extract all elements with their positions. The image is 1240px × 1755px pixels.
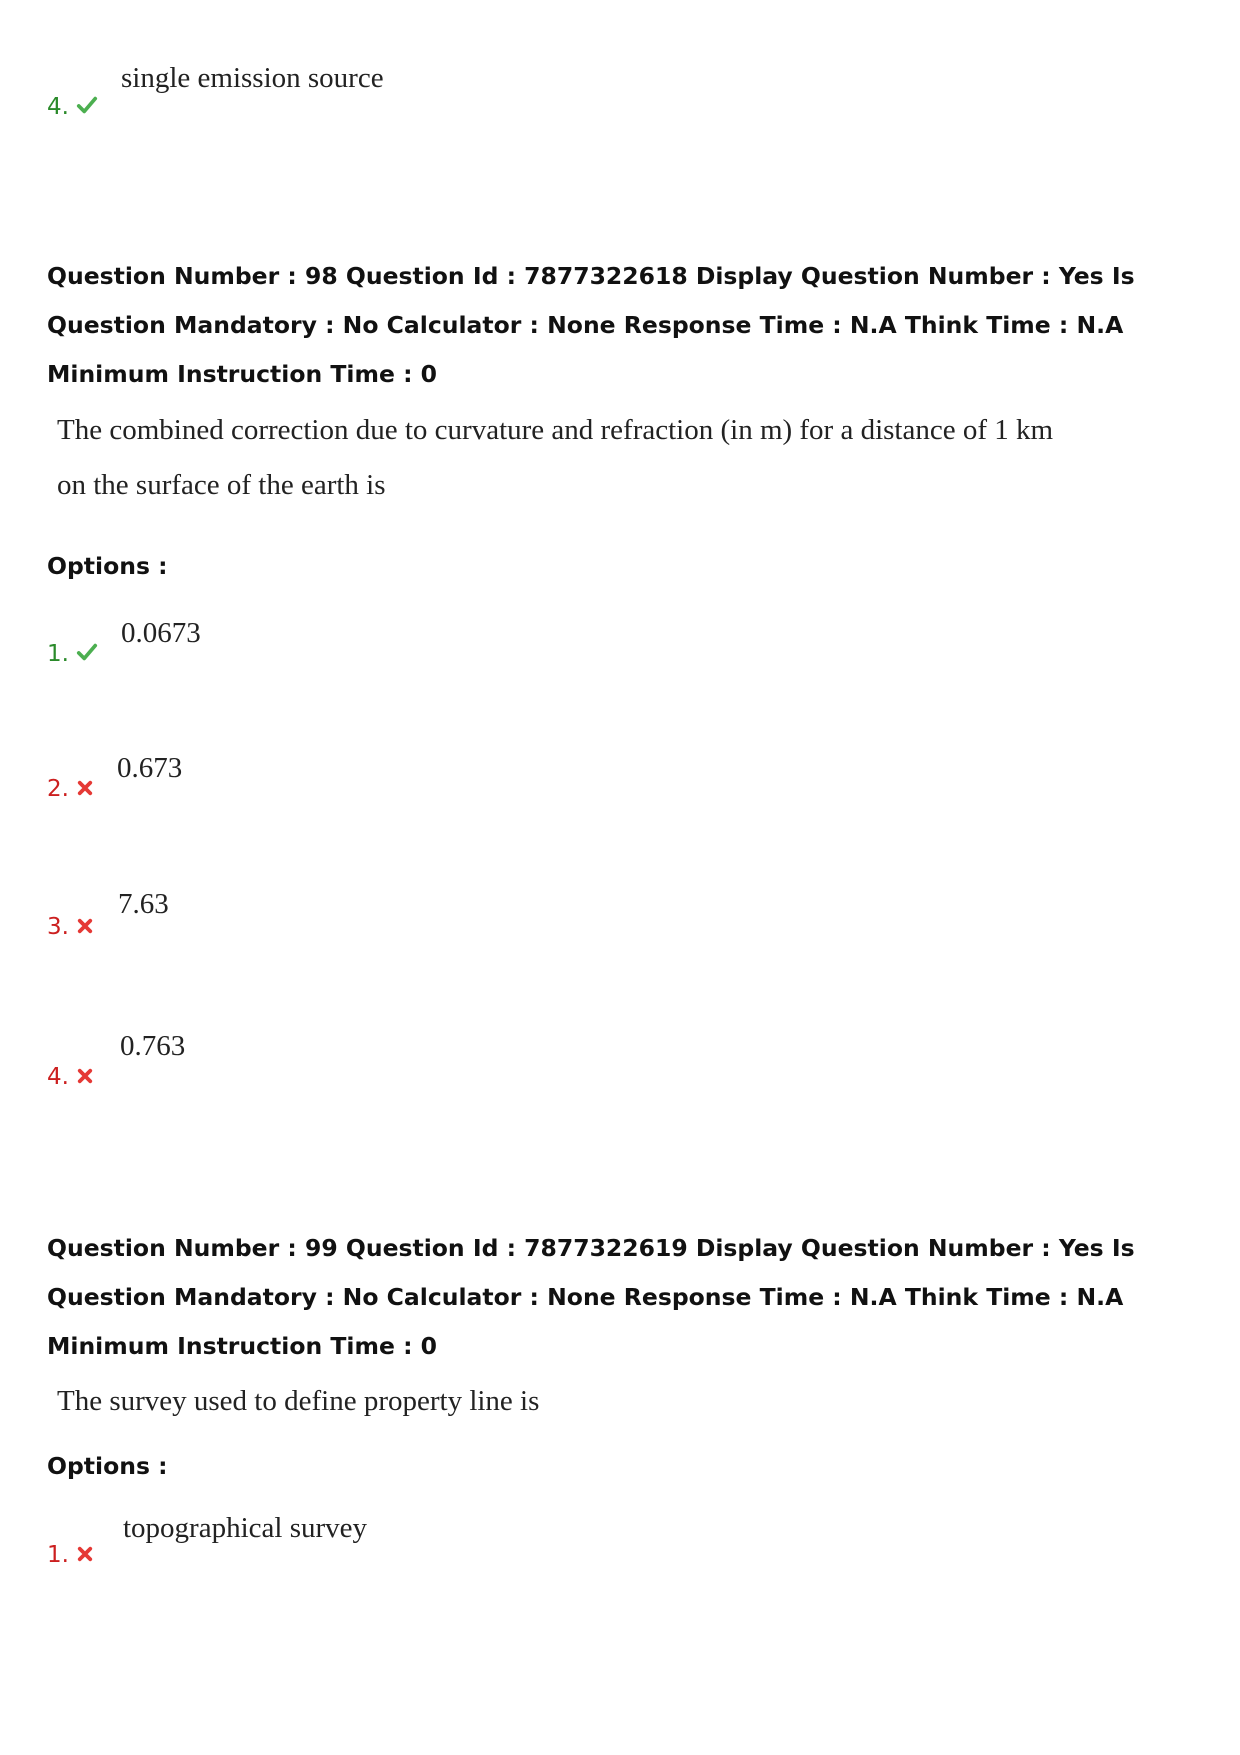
option-row xyxy=(47,62,647,122)
question-meta: Question Number : 98 Question Id : 7877322618 Display Question Number : Yes Is Question Mandatory : No Calculator : None Response Time : N.A Think Time : N.A Minimum Instruction Time : 0 xyxy=(47,262,1135,388)
option-row xyxy=(47,888,647,948)
option-number: 4. xyxy=(47,1064,69,1090)
option-row xyxy=(47,1512,647,1572)
question-text-line: on the surface of the earth is xyxy=(57,469,386,501)
option-row xyxy=(47,617,647,677)
option-number: 2. xyxy=(47,776,69,802)
option-text: 0.763 xyxy=(120,1030,186,1062)
cross-icon xyxy=(76,1067,94,1085)
option-text: 7.63 xyxy=(118,888,169,920)
option-number: 1. xyxy=(47,1542,69,1568)
check-icon xyxy=(76,94,98,116)
option-row xyxy=(47,752,647,812)
check-icon xyxy=(76,641,98,663)
option-row xyxy=(47,1030,647,1090)
question-text-line: The combined correction due to curvature and refraction (in m) for a distance of 1 km xyxy=(57,414,1054,446)
option-text: topographical survey xyxy=(123,1512,368,1544)
option-text: 0.673 xyxy=(117,752,183,784)
option-text: 0.0673 xyxy=(121,617,201,649)
options-label: Options : xyxy=(47,552,168,580)
question-text-line: The survey used to define property line is xyxy=(57,1385,540,1417)
cross-icon xyxy=(76,917,94,935)
option-number: 3. xyxy=(47,914,69,940)
option-text: single emission source xyxy=(121,62,384,94)
options-label: Options : xyxy=(47,1452,168,1480)
question-text xyxy=(57,403,1053,513)
cross-icon xyxy=(76,779,94,797)
question-meta: Question Number : 99 Question Id : 7877322619 Display Question Number : Yes Is Question Mandatory : No Calculator : None Response Time : N.A Think Time : N.A Minimum Instruction Time : 0 xyxy=(47,1234,1135,1360)
option-number: 4. xyxy=(47,94,69,120)
question-text xyxy=(57,1374,539,1429)
cross-icon xyxy=(76,1545,94,1563)
option-number: 1. xyxy=(47,641,69,667)
